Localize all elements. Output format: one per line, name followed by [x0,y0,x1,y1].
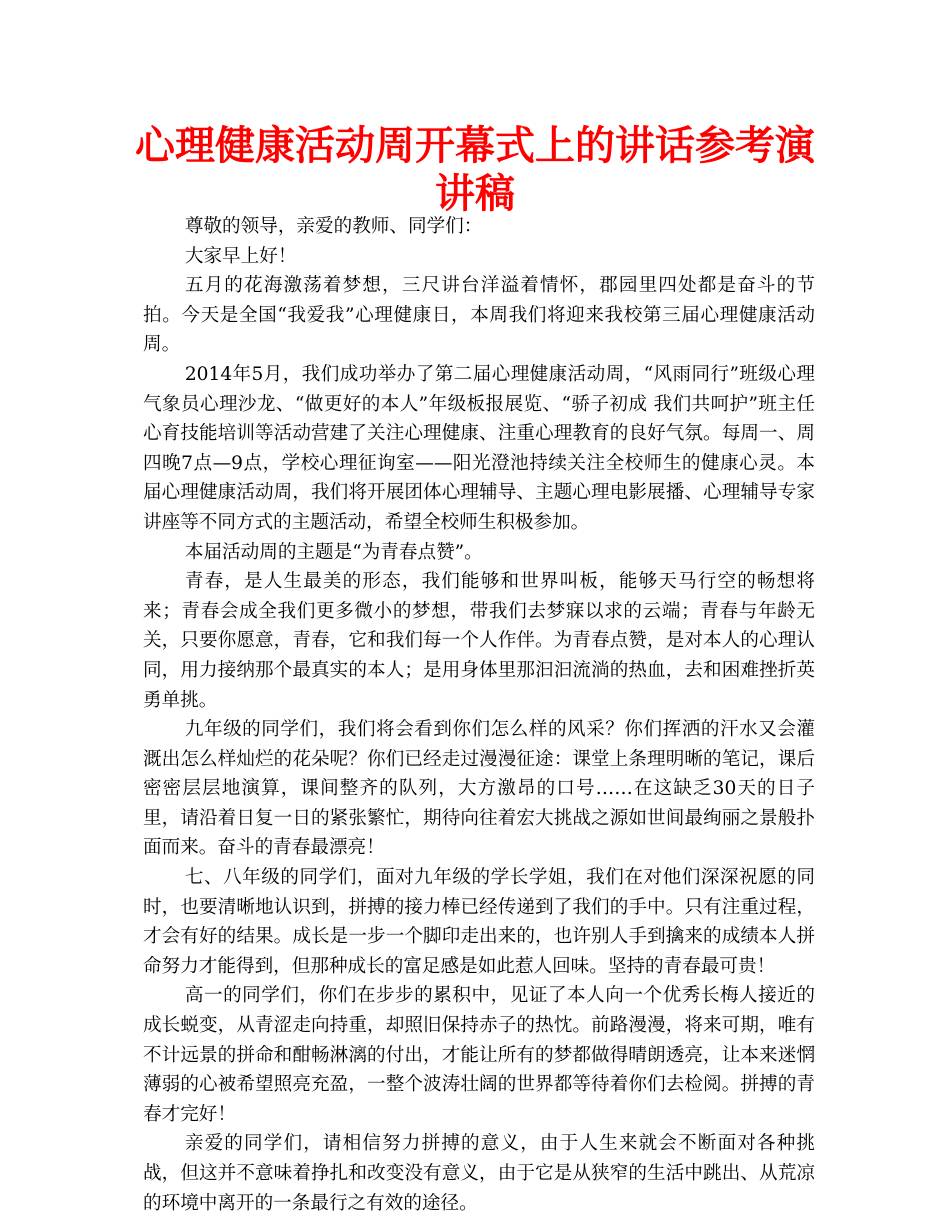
paragraph-history: 2014年5月，我们成功举办了第二届心理健康活动周，“风雨同行”班级心理气象员心理沙龙、“做更好的本人”年级板报展览、“骄子初成 我们共呵护”班主任心育技能培训等活动营建了关注心理健康、注重心理教育的良好气氛。每周一、周四晚7点—9点，学校心理征询室——阳光澄池持续关注全校师生的健康心灵。本届心理健康活动周，我们将开展团体心理辅导、主题心理电影展播、心理辅导专家讲座等不同方式的主题活动，希望全校师生积极参加。 [143,363,815,533]
paragraph-grade-nine: 九年级的同学们，我们将会看到你们怎么样的风采？你们挥洒的汗水又会灌溉出怎么样灿烂的花朵呢？你们已经走过漫漫征途：课堂上条理明晰的笔记，课后密密层层地演算，课间整齐的队列，大方激昂的口号……在这缺乏30天的日子里，请沿着日复一日的紧张繁忙，期待向往着宏大挑战之源如世间最绚丽之景般扑面而来。奋斗的青春最漂亮！ [143,719,815,859]
paragraph-grades-seven-eight: 七、八年级的同学们，面对九年级的学长学姐，我们在对他们深深祝愿的同时，也要清晰地认识到，拼搏的接力棒已经传递到了我们的手中。只有注重过程，才会有好的结果。成长是一步一个脚印走出来的，也许别人手到擒来的成绩本人拼命努力才能得到，但那种成长的富足感是如此惹人回味。坚持的青春最可贵！ [143,867,815,977]
document-body [143,212,815,1218]
paragraph-youth: 青春，是人生最美的形态，我们能够和世界叫板，能够天马行空的畅想将来；青春会成全我们更多微小的梦想，带我们去梦寐以求的云端；青春与年龄无关，只要你愿意，青春，它和我们每一个人作伴。为青春点赞，是对本人的心理认同，用力接纳那个最真实的本人；是用身体里那汩汩流淌的热血，去和困难挫折英勇单挑。 [143,571,815,711]
paragraph-senior-one: 高一的同学们，你们在步步的累积中，见证了本人向一个优秀长梅人接近的成长蜕变，从青涩走向持重，却照旧保持赤子的热忱。前路漫漫，将来可期，唯有不计远景的拼命和酣畅淋漓的付出，才能让所有的梦都做得晴朗透亮，让本来迷惘薄弱的心被希望照亮充盈，一整个波涛壮阔的世界都等待着你们去检阅。拼搏的青春才完好！ [143,985,815,1125]
paragraph-closing: 亲爱的同学们，请相信努力拼搏的意义，由于人生来就会不断面对各种挑战，但这并不意味着挣扎和改变没有意义，由于它是从狭窄的生活中跳出、从荒凉的环境中离开的一条最行之有效的途径。 [143,1133,815,1214]
paragraph-intro: 五月的花海激荡着梦想，三尺讲台洋溢着情怀，郡园里四处都是奋斗的节拍。今天是全国“我爱我”心理健康日，本周我们将迎来我校第三届心理健康活动周。 [143,275,815,356]
document-title: 心理健康活动周开幕式上的讲话参考演讲稿 [135,123,815,217]
greeting: 大家早上好！ [184,245,297,267]
paragraph-theme: 本届活动周的主题是“为青春点赞”。 [184,541,483,563]
salutation: 尊敬的领导，亲爱的教师、同学们： [184,216,483,237]
